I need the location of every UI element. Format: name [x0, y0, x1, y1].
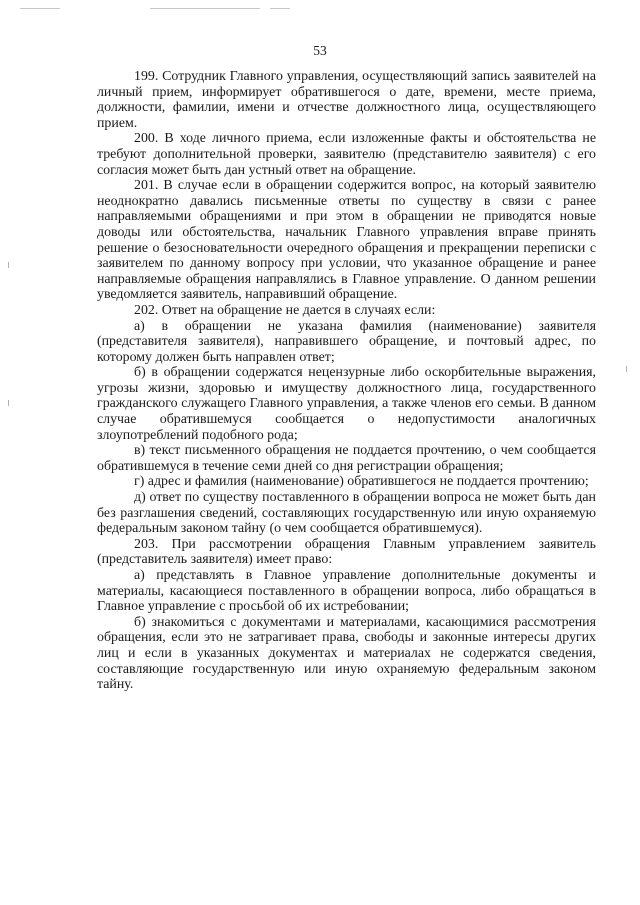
- paragraph-203: 203. При рассмотрении обращения Главным управлением заявитель (представитель заявителя) имеет право:: [97, 536, 596, 568]
- paragraph-202-v: в) текст письменного обращения не поддается прочтению, о чем сообщается обратившемуся в течение семи дней со дня регистрации обращения;: [97, 443, 596, 474]
- paragraph-203-a: а) представлять в Главное управление дополнительные документы и материалы, касающиеся поставленного в обращении вопроса, либо обращаться в Главное управление с просьбой об их истребовании;: [97, 568, 596, 615]
- margin-mark: [8, 400, 9, 406]
- paragraph-203-b: б) знакомиться с документами и материалами, касающимися рассмотрения обращения, если это не затрагивает права, свободы и законные интересы других лиц и если в указанных документах и материалах не содержатся сведения, составляющие государственную или иную охраняемую федеральным законом тайну.: [97, 614, 596, 693]
- scan-artifact-line: [270, 8, 290, 9]
- paragraph-199: 199. Сотрудник Главного управления, осуществляющий запись заявителей на личный прием, информирует обратившегося о дате, времени, месте приема, должности, фамилии, имени и отчестве должностного лица, осуществляющего прием.: [97, 69, 596, 131]
- paragraph-202-d: д) ответ по существу поставленного в обращении вопроса не может быть дан без разглашения сведений, составляющих государственную или иную охраняемую федеральным законом тайну (о чем сообщается обратившемуся).: [97, 490, 596, 537]
- paragraph-202-b: б) в обращении содержатся нецензурные либо оскорбительные выражения, угрозы жизни, здоровью и имуществу должностного лица, государственного гражданского служащего Главного управления, а также членов его семьи. В данном случае обратившемуся сообщается о недопустимости аналогичных злоупотреблений подобного рода;: [97, 365, 596, 443]
- scan-artifact-line: [20, 8, 60, 9]
- paragraph-202-a: а) в обращении не указана фамилия (наименование) заявителя (представителя заявителя), направившего обращение, и почтовый адрес, по которому должен быть направлен ответ;: [97, 318, 596, 365]
- scan-artifact-line: [150, 8, 260, 9]
- paragraph-202: 202. Ответ на обращение не дается в случаях если:: [134, 302, 436, 318]
- margin-mark: [626, 366, 627, 372]
- paragraph-202-g: г) адрес и фамилия (наименование) обратившегося не поддается прочтению;: [134, 474, 589, 490]
- paragraph-200: 200. В ходе личного приема, если изложенные факты и обстоятельства не требуют дополнительной проверки, заявителю (представителю заявителя) с его согласия может быть дан устный ответ на обращение.: [97, 131, 596, 178]
- page-number: 53: [313, 43, 327, 58]
- document-body: [97, 69, 596, 693]
- paragraph-201: 201. В случае если в обращении содержится вопрос, на который заявителю неоднократно давались письменные ответы по существу в связи с ранее направляемыми обращениями и при этом в обращении не приводятся новые доводы или обстоятельства, начальник Главного управления вправе принять решение о безосновательности очередного обращения и прекращении переписки с заявителем по данному вопросу при условии, что указанное обращение и ранее направляемые обращения направлялись в Главное управление. О данном решении уведомляется заявитель, направивший обращение.: [97, 178, 596, 303]
- margin-mark: [8, 262, 9, 268]
